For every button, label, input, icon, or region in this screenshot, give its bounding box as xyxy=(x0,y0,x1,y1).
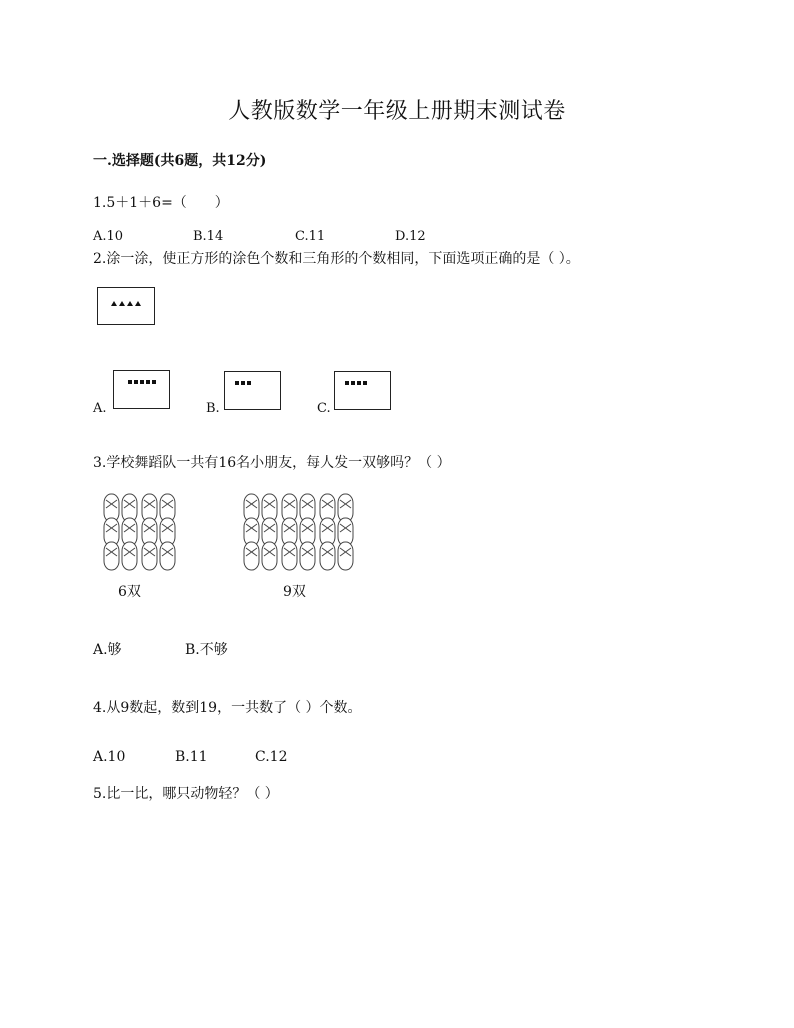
shoes-6-pairs-icon xyxy=(100,490,184,574)
q4-option-b: B.11 xyxy=(175,749,208,765)
slipper-icon xyxy=(262,542,277,570)
slipper-icon xyxy=(320,542,335,570)
slipper-icon xyxy=(282,542,297,570)
triangle-icon xyxy=(127,301,133,306)
slipper-icon xyxy=(160,542,175,570)
q3-option-a: A.够 xyxy=(93,642,122,658)
q1-option-b: B.14 xyxy=(193,229,224,244)
square-group-b xyxy=(234,381,252,385)
filled-square-icon xyxy=(134,380,138,384)
slipper-icon xyxy=(338,542,353,570)
filled-square-icon xyxy=(152,380,156,384)
q2-option-b-box xyxy=(224,371,281,410)
q4-option-a: A.10 xyxy=(93,749,126,765)
section-heading: 一.选择题(共6题，共12分) xyxy=(93,153,267,169)
filled-square-icon xyxy=(363,381,367,385)
q3-option-b: B.不够 xyxy=(185,642,228,658)
q2-option-a-label: A. xyxy=(93,401,107,416)
q1-option-c: C.11 xyxy=(295,229,326,244)
filled-square-icon xyxy=(247,381,251,385)
filled-square-icon xyxy=(241,381,245,385)
triangle-icon xyxy=(135,301,141,306)
square-group-a xyxy=(127,380,157,384)
shoes-group-9 xyxy=(240,490,356,578)
slipper-icon xyxy=(300,542,315,570)
question-5: 5.比一比，哪只动物轻？（ ） xyxy=(93,786,279,802)
square-group-c xyxy=(344,381,368,385)
group2-label: 9双 xyxy=(283,584,306,600)
question-1: 1.5＋1＋6=（ ） xyxy=(93,195,229,211)
filled-square-icon xyxy=(146,380,150,384)
filled-square-icon xyxy=(357,381,361,385)
q1-option-d: D.12 xyxy=(395,229,426,244)
group1-label: 6双 xyxy=(118,584,141,600)
q4-option-c: C.12 xyxy=(255,749,288,765)
question-4: 4.从9数起，数到19，一共数了（ ）个数。 xyxy=(93,700,362,716)
slipper-icon xyxy=(142,542,157,570)
slipper-icon xyxy=(104,542,119,570)
question-3: 3.学校舞蹈队一共有16名小朋友，每人发一双够吗？（ ） xyxy=(93,455,451,471)
triangle-group xyxy=(110,301,142,306)
triangle-box xyxy=(97,287,155,325)
q2-option-c-label: C. xyxy=(317,401,331,416)
question-2: 2.涂一涂，使正方形的涂色个数和三角形的个数相同，下面选项正确的是（ ）。 xyxy=(93,251,580,267)
filled-square-icon xyxy=(235,381,239,385)
page-title: 人教版数学一年级上册期末测试卷 xyxy=(228,99,566,124)
triangle-icon xyxy=(111,301,117,306)
filled-square-icon xyxy=(140,380,144,384)
q2-option-c-box xyxy=(334,371,391,410)
filled-square-icon xyxy=(345,381,349,385)
filled-square-icon xyxy=(351,381,355,385)
slipper-icon xyxy=(244,542,259,570)
q2-option-b-label: B. xyxy=(206,401,220,416)
q2-option-a-box xyxy=(113,370,170,409)
q1-option-a: A.10 xyxy=(93,229,124,244)
triangle-icon xyxy=(119,301,125,306)
shoes-9-pairs-icon xyxy=(240,490,356,574)
filled-square-icon xyxy=(128,380,132,384)
slipper-icon xyxy=(122,542,137,570)
shoes-group-6 xyxy=(100,490,184,578)
